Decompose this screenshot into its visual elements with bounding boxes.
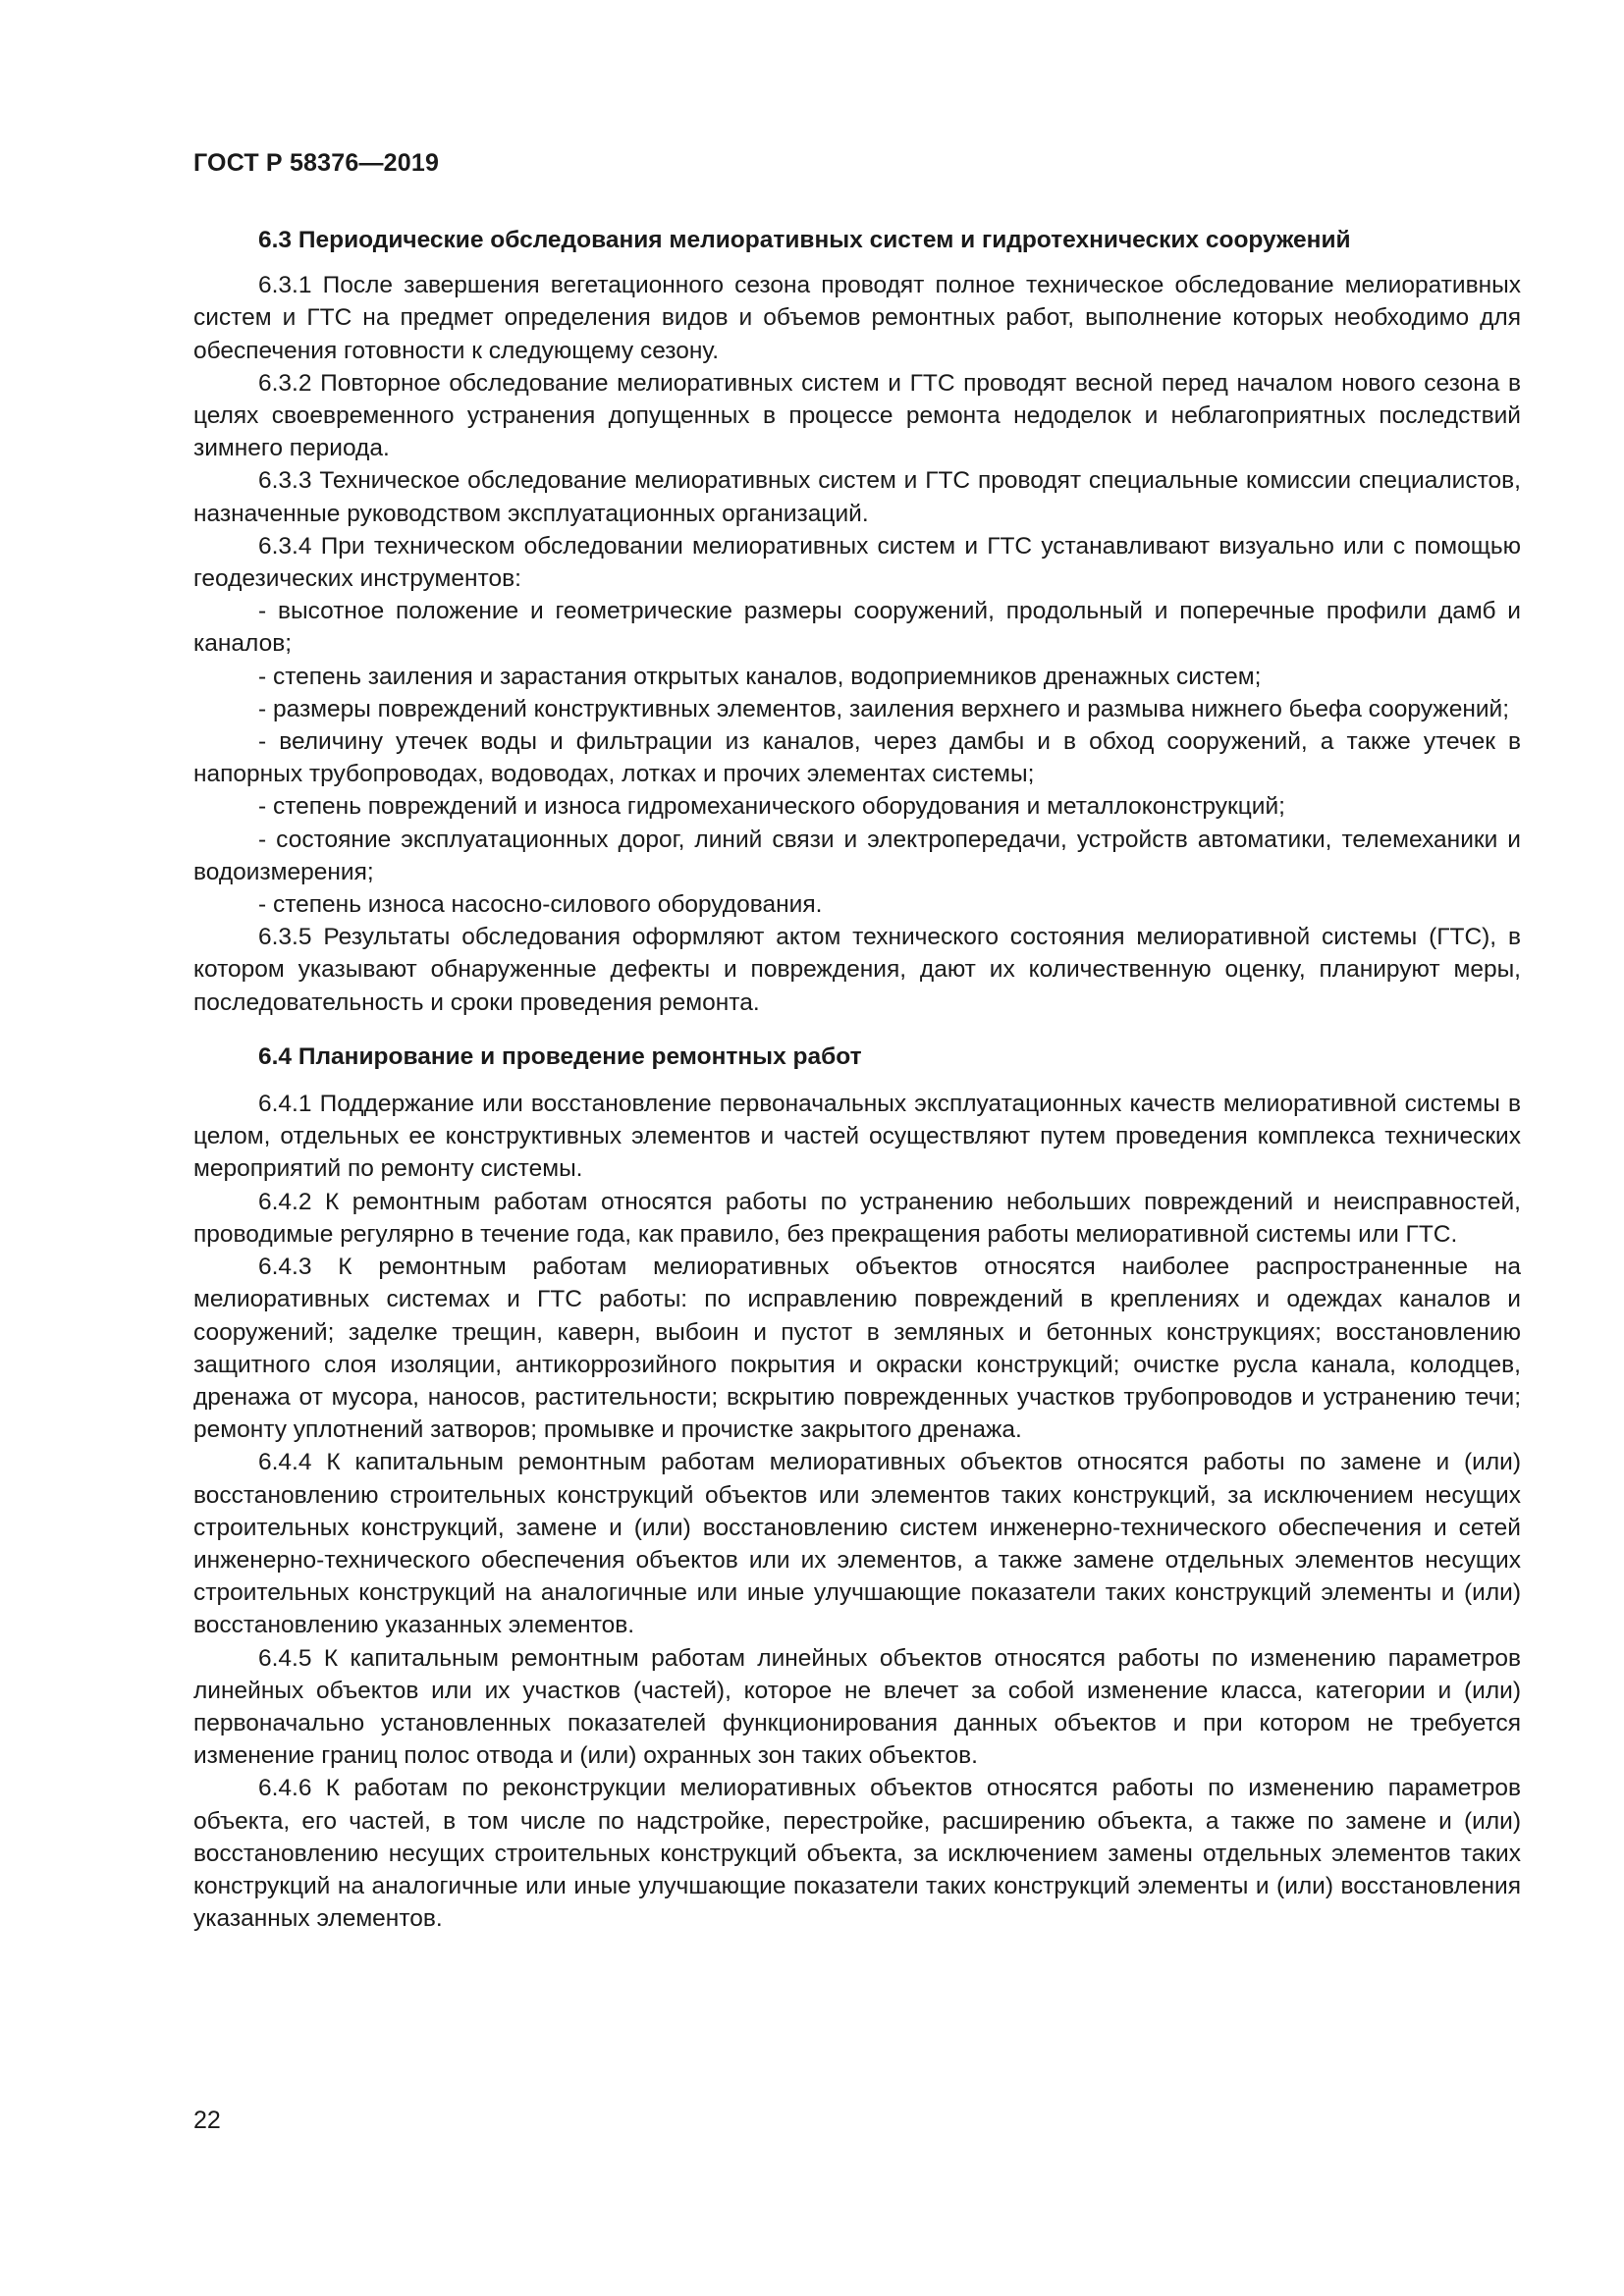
list-item: - размеры повреждений конструктивных элементов, заиления верхнего и размыва нижнего бьефа сооружений; <box>258 695 1510 722</box>
document-body <box>193 224 1521 1935</box>
paragraph-6-4-1: 6.4.1 Поддержание или восстановление первоначальных эксплуатационных качеств мелиоративной системы в целом, отдельных ее конструктивных элементов и частей осуществляют путем проведения комплекса технических мероприятий по ремонту системы. <box>193 1091 1521 1183</box>
list-item: - высотное положение и геометрические размеры сооружений, продольный и поперечные профили дамб и каналов; <box>193 598 1521 658</box>
paragraph-6-3-5: 6.3.5 Результаты обследования оформляют актом технического состояния мелиоративной системы (ГТС), в котором указывают обнаруженные дефекты и повреждения, дают их количественную оценку, планируют меры, последовательность и сроки проведения ремонта. <box>193 924 1521 1016</box>
paragraph-6-4-6: 6.4.6 К работам по реконструкции мелиоративных объектов относятся работы по изменению параметров объекта, его частей, в том числе по надстройке, перестройке, расширению объекта, а также по замене и (или) восстановлению несущих строительных конструкций объекта, за исключением замены отдельных элементов таких конструкций на аналогичные или иные улучшающие показатели таких конструкций элементы и (или) восстановления указанных элементов. <box>193 1775 1521 1933</box>
paragraph-6-4-5: 6.4.5 К капитальным ремонтным работам линейных объектов относятся работы по изменению параметров линейных объектов или их участков (частей), которое не влечет за собой изменение класса, категории и (или) первоначально установленных показателей функционирования данных объектов и при котором не требуется изменение границ полос отвода и (или) охранных зон таких объектов. <box>193 1644 1521 1770</box>
paragraph-6-4-4: 6.4.4 К капитальным ремонтным работам мелиоративных объектов относятся работы по замене и (или) восстановлению строительных конструкций объектов или элементов таких конструкций, за исключением несущих строительных конструкций, замене и (или) восстановлению систем инженерно-технического обеспечения и сетей инженерно-технического обеспечения объектов или их элементов, а также замене отдельных элементов несущих строительных конструкций на аналогичные или иные улучшающие показатели таких конструкций элементы и (или) восстановлению указанных элементов. <box>193 1449 1521 1639</box>
list-item: - состояние эксплуатационных дорог, линий связи и электропередачи, устройств автоматики, телемеханики и водоизмерения; <box>193 826 1521 885</box>
list-item: - степень повреждений и износа гидромеханического оборудования и металлоконструкций; <box>258 793 1285 821</box>
section-heading-6-3: 6.3 Периодические обследования мелиоративных систем и гидротехнических сооружений <box>258 227 1351 253</box>
document-code: ГОСТ Р 58376—2019 <box>193 149 440 177</box>
paragraph-6-3-3: 6.3.3 Техническое обследование мелиоративных систем и ГТС проводят специальные комиссии специалистов, назначенные руководством эксплуатационных организаций. <box>193 467 1521 527</box>
list-item: - величину утечек воды и фильтрации из каналов, через дамбы и в обход сооружений, а также утечек в напорных трубопроводах, водоводах, лотках и прочих элементах системы; <box>193 728 1521 788</box>
list-item: - степень заиления и зарастания открытых каналов, водоприемников дренажных систем; <box>258 663 1262 690</box>
paragraph-6-3-4: 6.3.4 При техническом обследовании мелиоративных систем и ГТС устанавливают визуально или с помощью геодезических инструментов: <box>193 532 1521 593</box>
paragraph-6-4-2: 6.4.2 К ремонтным работам относятся работы по устранению небольших повреждений и неисправностей, проводимые регулярно в течение года, как правило, без прекращения работы мелиоративной системы или ГТС. <box>193 1188 1521 1248</box>
page-number: 22 <box>193 2107 221 2134</box>
section-heading-6-4: 6.4 Планирование и проведение ремонтных работ <box>258 1042 862 1070</box>
paragraph-6-4-3: 6.4.3 К ремонтным работам мелиоративных объектов относятся наиболее распространенные на мелиоративных системах и ГТС работы: по исправлению повреждений в креплениях и одеждах каналов и сооружений; заделке трещин, каверн, выбоин и пустот в земляных и бетонных конструкциях; восстановлению защитного слоя изоляции, антикоррозийного покрытия и окраски конструкций; очистке русла канала, колодцев, дренажа от мусора, наносов, растительности; вскрытию поврежденных участков трубопроводов и устранению течи; ремонту уплотнений затворов; промывке и прочистке закрытого дренажа. <box>193 1254 1521 1444</box>
paragraph-6-3-2: 6.3.2 Повторное обследование мелиоративных систем и ГТС проводят весной перед началом нового сезона в целях своевременного устранения допущенных в процессе ремонта недоделок и неблагоприятных последствий зимнего периода. <box>193 369 1521 462</box>
list-item: - степень износа насосно-силового оборудования. <box>258 891 823 919</box>
paragraph-6-3-1: 6.3.1 После завершения вегетационного сезона проводят полное техническое обследование мелиоративных систем и ГТС на предмет определения видов и объемов ремонтных работ, выполнение которых необходимо для обеспечения готовности к следующему сезону. <box>193 272 1521 364</box>
